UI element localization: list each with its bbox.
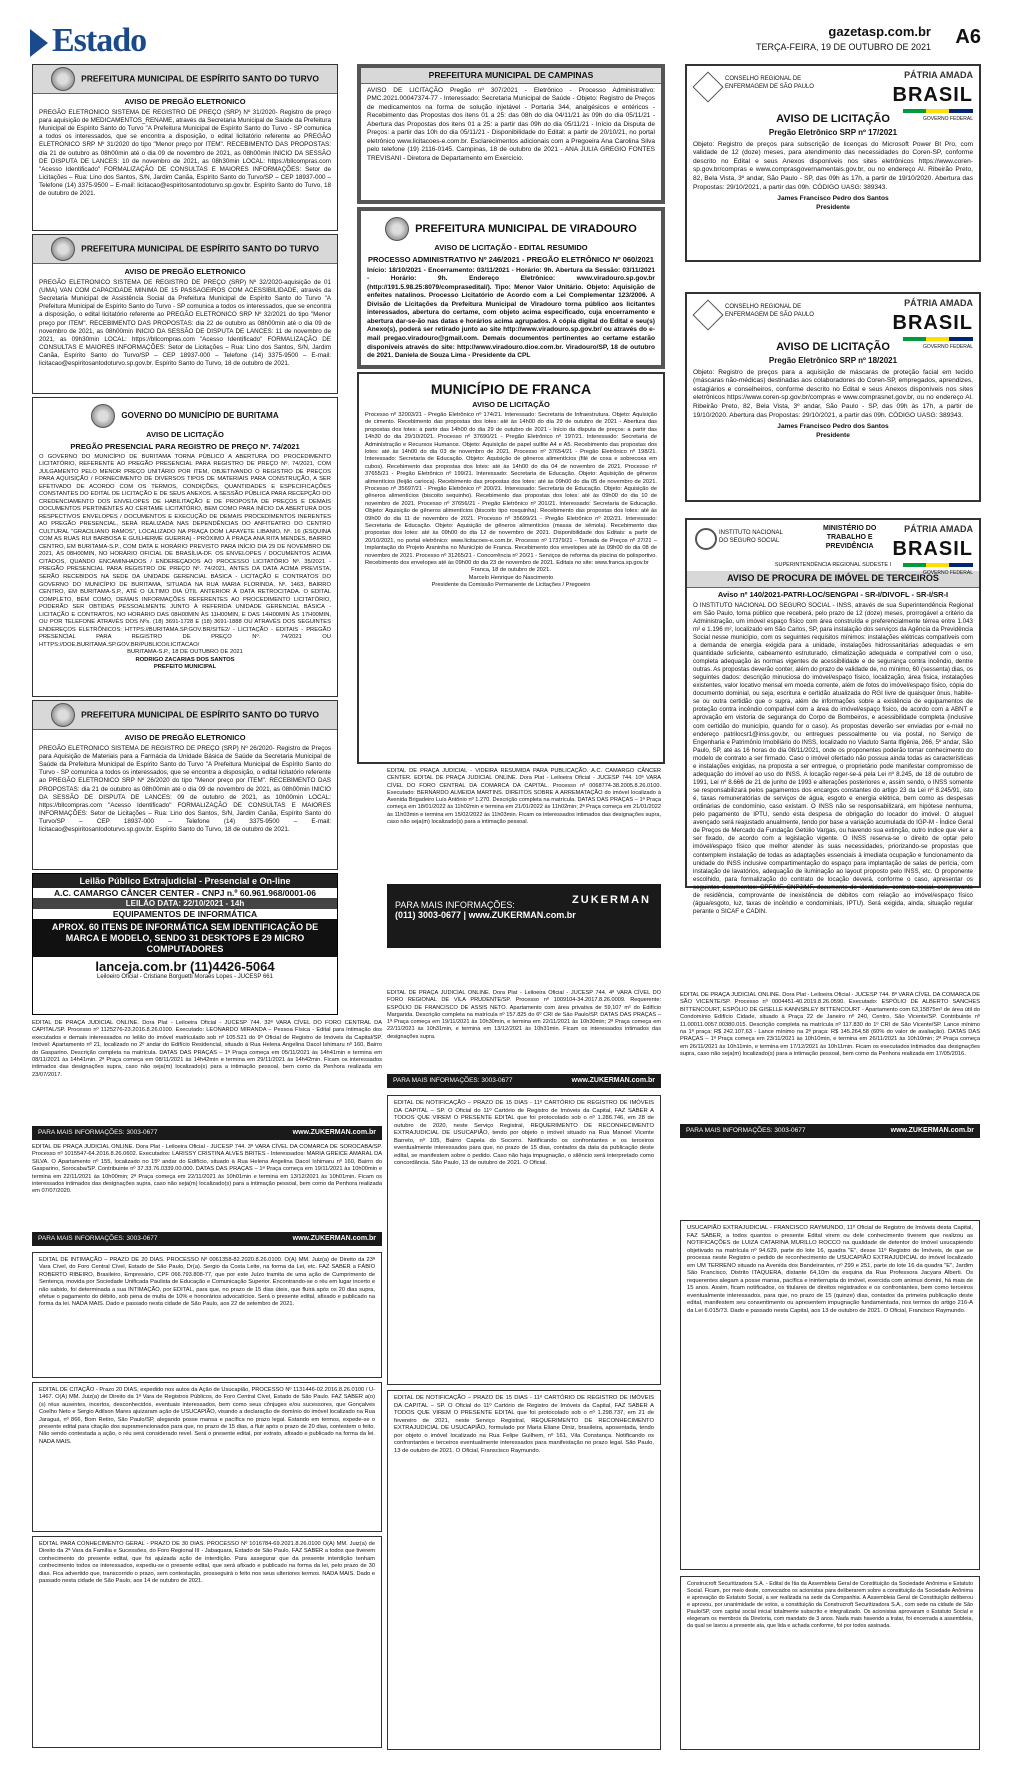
col2-edital-1 xyxy=(387,768,661,880)
org-line-2: ENFERMAGEM DE SÃO PAULO xyxy=(725,83,814,90)
coren-notice-2 xyxy=(685,292,981,502)
notice-title: PREFEITURA MUNICIPAL DE ESPÍRITO SANTO DO TURVO xyxy=(33,65,337,94)
strip-site[interactable]: www.ZUKERMAN.com.br xyxy=(292,1235,376,1242)
col1-edital-3 xyxy=(32,1252,382,1378)
site-url[interactable]: gazetasp.com.br xyxy=(828,24,931,39)
edital-text: EDITAL DE NOTIFICAÇÃO – PRAZO DE 15 DIAS - 11º CARTÓRIO DE REGISTRO DE IMÓVEIS DA CAPITAL – SP. O Oficial do 11º Cartório de Registro de Imóveis da Capital, FAZ SABER A TODOS QUE VIREM O PRESENTE EDITAL que foi protocolado sob o nº 1.286.746, em 28 de outubro de 2020, neste Serviço Registral, REQUERIMENTO DE RECONHECIMENTO EXTRAJUDICIAL DE USUCAPIÃO, tendo por objeto o imóvel situado na Rua Manoel Vicente Barreto, nº 105, Bairro Capela do Socorro. Notificando os confrontantes e os terceiros eventualmente interessados para que, no prazo de 15 dias, contados da data da publicação deste edital, se manifestem sobre o pedido. Caso não haja impugnação, o silêncio será interpretado como concordância. São Paulo, 13 de outubro de 2021. O Oficial. xyxy=(394,1100,654,1167)
zukerman-banner[interactable] xyxy=(387,884,661,948)
notice-body: Processo nº 32003/21 - Pregão Eletrônico nº 174/21. Interessado: Secretaria de Infraestrutura. Objeto: Aquisição de cimento. Recebimento das propostas dos lotes: até às 14h00 do dia 29 de outubro de 2021 - Abertura das propostas dos lotes: a partir das 14h00 do dia 29 de outubro de 2021 - Início da disputa de preços: a partir das 14h30 do dia 29/10/2021. Processo nº 37690/21 - Pregão Eletrônico nº 197/21. Interessado: Secretaria de Administração e Recursos Humanos. Objeto: Aquisição de papel sulfite A4 e A5. Recebimento das propostas dos lotes: até às 14h00 do dia 03 de novembro de 2021. Processo nº 37654/21 - Pregão Eletrônico nº 198/21. Interessado: Secretaria de Educação. Objeto: Aquisição de gêneros alimentícios (filé de coxa e sobrecoxa em cubos). Recebimento das propostas dos lotes: até às 14h00 do dia 04 de novembro de 2021. Processo nº 37655/21 - Pregão Eletrônico nº 199/21. Interessado: Secretaria de Educação. Objeto: Aquisição de gêneros alimentícios (feijão carioca). Recebimento das propostas dos lotes: até às 09h00 do dia 05 de novembro de 2021. Processo nº 35697/21 - Pregão Eletrônico nº 200/21. Interessado: Secretaria de Educação. Objeto: Aquisição de gêneros alimentícios (biscoito sequinho). Recebimento das propostas dos lotes: até às 09h00 do dia 10 de novembro de 2021. Processo nº 37656/21 - Pregão Eletrônico nº 201/21. Interessado: Secretaria de Educação. Objeto: Aquisição de gêneros alimentícios (biscoito tipo rosquinha). Recebimento das propostas dos lotes: até às 09h00 do dia 11 de novembro de 2021. Processo nº 35699/21 - Pregão Eletrônico nº 202/21. Interessado: Secretaria de Educação. Objeto: Aquisição de gêneros alimentícios (massa de sêmola). Recebimento das propostas dos lotes: até às 09h00 do dia 12 de novembro de 2021. Disponibilidade dos Editais: a partir de 20/10/2021, no portal eletrônico: www.licitacoes-e.com.br. Processo nº 17379/21 - Tomada de Preços nº 27/21 – Implantação do Projeto Araninha no Município de Franca. Recebimento dos envelopes até às 09h00 do dia 08 de novembro de 2021. Processo nº 31265/21 - Concorrência nº 20/21 - Serviços de reforma da piscina do polisportivo. Recebimento dos envelopes até às 09h00 do dia 23 de novembro de 2021. Editais no site: www.franca.sp.gov.br xyxy=(365,411,657,567)
edital-text: EDITAL DE NOTIFICAÇÃO – PRAZO DE 15 DIAS - 11º CARTÓRIO DE REGISTRO DE IMÓVEIS DA CAPITAL – SP. O Oficial do 11º Cartório de Registro de Imóveis da Capital, FAZ SABER A TODOS QUE VIREM O PRESENTE EDITAL que foi protocolado sob o nº 1.298.737, em 21 de fevereiro de 2021, neste Serviço Registral, REQUERIMENTO DE RECONHECIMENTO EXTRAJUDICIAL DE USUCAPIÃO, formulado por Maria Eliane Diniz, brasileira, aposentada, tendo por objeto o imóvel localizado na Rua Felipe Guilhem, nº 161, Vila Constança. Notificando os confrontantes e terceiros eventualmente interessados para manifestação no prazo legal. São Paulo, 13 de outubro de 2021. O Oficial, Franscisco Raymundo. xyxy=(394,1395,654,1454)
notice-sign-1: James Francisco Pedro dos Santos xyxy=(777,195,889,203)
notice-body: PREGÃO ELETRONICO SISTEMA DE REGISTRO DE PREÇO (SRP) Nº 32/2020-aquisição de 01 (UMA) VAN COM CAPACIDADE MINIMA DE 15 PASSAGEIROS COM ACESSIBILIDADE, através da Secretaria Municipal de Assistência Social da Prefeitura Municipal de Espírito Santo do Turvo "A Prefeitura Municipal de Espírito Santo do Turvo - SP comunica a todos os interessados, que se encontra a disposição, o edital licitatório referente ao PREGÃO ELETRONICO SRP Nº 32/2021 do tipo "Menor preço por ITEM". RECEBIMENTO DAS PROPOSTAS: dia 22 de outubro as 08h00min até o dia 09 de novembro de 2021, as 08h00min INICIO DA SESSÃO DE DISPUTA DE LANCES: 11 de novembro de 2021, as 09h30min LOCAL: https://bllcompras.com "Acesso Identificado" FORMALIZAÇÃO DE CONSULTAS E MAIORES INFORMAÇÕES: Setor de Licitações – Rua: Lino dos Santos, S/N, Jardim Canãa, Espírito Santo do Turvo/SP – CEP 18937-000 – Telefone (14) 3375-9500 – E-mail: licitacao@espiritosantodoturvo.sp.gov.br. Espírito Santo do Turvo, 18 de outubro de 2021. xyxy=(39,278,331,368)
notice-title: GOVERNO DO MUNICÍPIO DE BURITAMA xyxy=(39,404,331,428)
notice-body: AVISO DE LICITAÇÃO Pregão nº 307/2021 - Eletrônico - Processo Administrativo: PMC.2021.00047374-77 - Interessado: Secretaria Municipal de Saúde - Objeto: Registro de Preços de medicamentos na forma de solução injetável - Portaria 344, analgésicos e entéricos - Recebimento das Propostas dos itens 01 a 25: das 08h do dia 04/11/21 às 09h do dia 05/11/21 - Abertura das Propostas dos itens 01 a 25: a partir das 09h do dia 05/11/21 - Início da Disputa de Preços: a partir das 10h do dia 05/11/21 - Disponibilidade do Edital: a partir de 20/10/21, no portal eletrônico www.licitacoes-e.com.br. Esclarecimentos adicionais com a Pregoeira Ana Carolina Silva pelo telefone (19) 2116-0145. Campinas, 18 de outubro de 2021 - ANA JULIA GREGIO FONTES TREVISANI - Diretora de Departamento em Exercício. xyxy=(367,87,655,162)
flag-icon xyxy=(903,109,973,113)
page-header xyxy=(0,0,1011,60)
leilao-ad[interactable] xyxy=(32,873,338,1015)
patria-logo xyxy=(893,524,973,576)
edital-text: EDITAL PARA CONHECIMENTO GERAL - PRAZO DE 30 DIAS. PROCESSO Nº 1016784-69.2021.8.26.0100 O(A) MM. Juiz(a) de Direito da 2ª Vara da Família e Sucessões, do Foro Regional III - Jabaquara, Estado de São Paulo. FAZ SABER a todos que tiverem conhecimento do presente edital, que foi ajuizada ação de interdição. Para assegurar que da presente interdição tenham conhecimento todos os interessados, expediu-se o presente edital, que será afixado e publicado na forma da lei, pelo prazo de 30 dias. Fica advertido que, transcorrido o prazo, sem contestação, prosseguirá o feito nos seus ulteriores termos. NADA MAIS. Dado e passado nesta cidade de São Paulo, aos 14 de outubro de 2021. xyxy=(39,1541,375,1585)
strip-site[interactable]: www.ZUKERMAN.com.br xyxy=(292,1129,376,1136)
patria-logo xyxy=(893,70,973,122)
turvo-notice-3 xyxy=(32,700,338,870)
strip-site[interactable]: www.ZUKERMAN.com.br xyxy=(890,1127,974,1134)
col1-edital-1 xyxy=(32,1020,382,1124)
info-strip[interactable] xyxy=(387,1074,661,1088)
notice-subtitle: Pregão Eletrônico SRP nº 17/2021 xyxy=(768,128,898,138)
notice-sign-1: James Francisco Pedro dos Santos xyxy=(777,423,889,431)
patria-line-3: GOVERNO FEDERAL xyxy=(922,569,973,576)
ministry-line-2: TRABALHO E xyxy=(826,534,873,542)
notice-body: Objeto: Registro de preços para a aquisição de máscaras de proteção facial em tecido (máscaras não-médicas) destinadas aos colaboradores do Coren-SP, empregados, aprendizes, estagiários e conselheiros, conforme descrito no Edital e seus Anexos disponíveis nos sites eletrônicos https://www.coren-sp.gov.br/compras e www.comprasnet.gov.br, ou no endereço Al. Ribeirão Preto, 82, Bela Vista, 3º andar, São Paulo - SP, das 09h às 17h, a partir de 19/10/2020. Abertura das Propostas: 29/10/2021, a partir das 09h. CÓDIGO UASG: 389343. xyxy=(693,368,973,419)
org-line-2: DO SEGURO SOCIAL xyxy=(719,537,780,544)
zk-logo: ZUKERMAN xyxy=(572,894,651,906)
coren-org xyxy=(725,76,814,92)
col1-edital-4 xyxy=(32,1382,382,1532)
seal-icon xyxy=(385,217,409,241)
edital-text: EDITAL DE PRAÇA JUDICIAL - VIDEIRA RESUMIDA PARA PUBLICAÇÃO. A.C. CAMARGO CÂNCER CENTER. EDITAL DE PRAÇA JUDICIAL ONLINE. Dora Plat - Leiloeira Oficial - JUCESP 744. 10ª VARA CÍVEL DO FORO CENTRAL DA COMARCA DA CAPITAL. Processo nº 0068774-38.2005.8.26.0100. Executado: BERNARDO ALMEIDA MARTINS. DIREITOS SOBRE A ARREMATAÇÃO do imóvel localizado à Avenida Brigadeiro Luís Antônio nº 1.270. Descrição completa na matrícula. DATAS DAS PRAÇAS – 1ª Praça começa em 18/01/2022 às 11h02min e termina em 21/01/2022 às 11h02min; 2ª Praça começa em 21/01/2022 às 11h03min e termina em 15/02/2022 às 11h03min. Ficam os interessados intimados das designações supra, caso não seja(m) localizado(s) para a intimação pessoal. xyxy=(387,768,661,825)
ministry-line-1: MINISTÉRIO DO xyxy=(823,525,877,532)
seal-icon xyxy=(51,703,75,727)
notice-sub-2: PROCESSO ADMINISTRATIVO Nº 246/2021 - PREGÃO ELETRÔNICO Nº 060/2021 xyxy=(368,254,654,264)
notice-subtitle: AVISO DE LICITAÇÃO xyxy=(472,400,550,410)
edital-text: EDITAL DE PRAÇA JUDICIAL ONLINE. Dora Plat - Leiloeira Oficial - JUCESP 744. 32ª VARA CÍVEL DO FORO CENTRAL DA CAPITAL/SP. Processo nº 1125276-23.2016.8.26.0100. Executado: LEONARDO MIRANDA – Pessoa Física - Edital para intimação dos executados e demais interessados no leilão do imóvel matriculado sob nº 105.521 do 9º Oficial de Registro de Imóveis da Capital/SP. Imóvel: Apartamento nº 21, localizado no 2º andar do Edifício Residencial, situado à Rua Helena Angelina Dacol Ishimaru nº 160, Bairro do Gasparino. Descrição completa na matrícula. DATAS DAS PRAÇAS – 1ª Praça começa em 05/11/2021 às 14h41min e termina em 08/11/2021 às 14h41min. 2ª Praça começa em 08/11/2021 às 14h42min e termina em 29/11/2021 às 14h42min. Ficam os interessados intimados das designações supra, caso não seja(m) localizado(s) para a intimação pessoal, bem como da Penhora realizada em 23/07/2017. xyxy=(32,1020,382,1078)
col2-edital-3 xyxy=(387,1095,661,1385)
coren-notice-1 xyxy=(685,64,981,262)
notice-sign-2: Marcelo Henrique do Nascimento xyxy=(468,574,554,581)
notice-sign-3: PREFEITO MUNICIPAL xyxy=(153,664,217,671)
edital-text: USUCAPIÃO EXTRAJUDICIAL - FRANCISCO RAYMUNDO, 11º Oficial de Registro de Imóveis desta Capital, FAZ SABER, a todos quantos o presente Edital virem ou dele conhecimento tiverem que realizou as NOTIFICAÇÕES de LUIZA CATARINA MURILLO ROCCO na qualidade de detentor do imóvel usucapiendo objetivado na matrícula nº 94.629, parte do lote 16, quadra "E", desse 11º Registro de Imóveis, de que se processa neste Registro o pedido de reconhecimento de USUCAPIÃO EXTRAJUDICIAL do imóvel localizado em UM TERRENO situado na Avenida dos Bandeirantes, nº 299 e 251, parte do lote 16 da quadra "E", Jardim São Francisco, Distrito ITAQUERA, distante 64,10m da esquina da Rua Professora Jacyara Alberti. Os requerentes alegam a posse mansa, pacífica e ininterrupta do imóvel, exercida com animus domini, há mais de 15 anos. Assim, ficam notificados, os titulares de direitos registrados e os confrontantes, bem como terceiros eventualmente interessados, para que, no prazo de 15 (quinze) dias, contados da primeira publicação deste edital, manifestem seu consentimento ou apresentem impugnação fundamentada, nos termos do artigo 216-A da Lei 6.015/73. Dado e passado nesta Capital, aos 13 de outubro de 2021. O Oficial, Francisco Raymundo. xyxy=(687,1225,973,1314)
seal-icon xyxy=(51,237,75,261)
patria-line-1: PÁTRIA AMADA xyxy=(904,524,973,534)
org-line-1: CONSELHO REGIONAL DE xyxy=(725,304,802,310)
flag-icon xyxy=(903,337,973,341)
notice-sign-1: BURITAMA-S.P., 18 DE OUTUBRO DE 2021 xyxy=(127,649,243,656)
notice-title: PREFEITURA MUNICIPAL DE CAMPINAS xyxy=(361,68,661,84)
newspaper-logo[interactable]: Estado xyxy=(30,22,146,60)
ad-line-2: A.C. CAMARGO CÂNCER CENTER - CNPJ n.º 60.961.968/0001-06 xyxy=(54,888,316,898)
edital-text: EDITAL DE PRAÇA JUDICIAL ONLINE. Dora Plat - Leiloeira Oficial - JUCESP 744. 4ª VARA CÍVEL DO FORO REGIONAL DE VILA PRUDENTE/SP. Processo nº 1009104-34.2017.8.26.0009. Requerente: ESPÓLIO DE FRANCISCO DE ASSIS NETO. Apartamento com área privativa de 59,107 m² do Edifício Margarida. Descrição completa na matrícula nº 157.825 do 6º CRI de São Paulo/SP. DATAS DAS PRAÇAS – 1ª Praça começa em 19/11/2021 às 10h30min, e termina em 22/11/2021 às 10h30min; 2ª Praça começa em 22/11/2021 às 10h31min, e termina em 13/12/2021 às 10h31min. Ficam os interessados intimados das designações supra. xyxy=(387,990,661,1040)
edital-text: EDITAL DE PRAÇA JUDICIAL ONLINE. Dora Plat - Leiloeira Oficial - JUCESP 744. 3ª VARA CÍVEL DA COMARCA DE SOROCABA/SP. Processo nº 1015547-64.2016.8.26.0602. Executados: LARISSY CRISTINA ALVES BRITES - Interessados: MARIA GREICE AMARAL DA SILVA. O Apartamento nº 155, localizado no 15º andar do Edifício, situado à Rua Helena Angelina Dacol Ishimaru nº 160, Bairro do Gasparino, Sorocaba/SP. Contribuinte nº 37.33.76.0339.00.000. DATAS DAS PRAÇAS – 1ª Praça começa em 19/11/2021 às 10h00min e termina em 22/11/2021 às 10h00min; 2ª Praça começa em 22/11/2021 às 10h01min e termina em 13/12/2021 às 10h01min. Ficam os interessados intimados das designações supra, caso não seja(m) localizado(s) para a intimação pessoal, bem como da Penhora realizada em 07/07/2020. xyxy=(32,1144,382,1195)
patria-line-2: BRASIL xyxy=(892,537,973,560)
coren-org xyxy=(725,304,814,320)
patria-line-3: GOVERNO FEDERAL xyxy=(922,343,973,350)
notice-title: PREFEITURA MUNICIPAL DE ESPÍRITO SANTO DO TURVO xyxy=(33,235,337,264)
strip-label: PARA MAIS INFORMAÇÕES: 3003-0677 xyxy=(686,1127,806,1134)
notice-subtitle: Pregão Eletrônico SRP nº 18/2021 xyxy=(768,356,898,366)
notice-title: AVISO DE PROCURA DE IMÓVEL DE TERCEIROS xyxy=(687,571,979,588)
notice-sub-1: AVISO DE LICITAÇÃO - EDITAL RESUMIDO xyxy=(434,243,588,252)
edital-text: EDITAL DE PRAÇA JUDICIAL ONLINE. Dora Plat - Leiloeira Oficial - JUCESP 744. 8ª VARA CÍVEL DA COMARCA DE SÃO VICENTE/SP. Processo nº 0004451-40.2019.8.26.0590. Executado: ESPÓLIO DE ALBERTO SANCHES BITTENCOURT, ESPÓLIO DE GISELLE KANNSBLEY BITTENCOURT - Apartamento com 63,15875m² de área útil do Condomínio Edifício Cidade, situado à Praça 22 de Janeiro nº 240, Centro, São Vicente/SP. Contribuinte nº 11.00011.0057.00380.015. Descrição completa na matrícula nº 117.830 do 1º CRI de São Vicente/SP. Lance mínimo na 1ª praça: R$ 242.107,63 - Lance mínimo na 2ª praça: R$ 145.264,58 (60% do valor de avaliação). DATAS DAS PRAÇAS – 1ª Praça começa em 23/11/2021 às 10h10min, e termina em 26/11/2021 às 10h10min; 2ª Praça começa em 26/11/2021 às 10h11min, e termina em 17/12/2021 às 10h11min. Ficam os executados intimados das designações supra, caso não seja(m) localizado(s) para a intimação pessoal, bem como da Penhora realizada em 17/05/2016. xyxy=(680,992,980,1058)
col3-edital-3 xyxy=(680,1576,980,1750)
ad-line-6[interactable]: lanceja.com.br (11)4426-5064 xyxy=(95,959,275,975)
ministry xyxy=(823,524,876,551)
notice-sign-2: Presidente xyxy=(816,203,850,211)
notice-body: Objeto: Registro de preços para subscrição de licenças do Microsoft Power BI Pro, com validade de 12 (doze) meses, para atendimento das necessidades do Coren-SP, conforme descrito no Edital e seus Anexos disponíveis nos sites eletrônicos https://www.coren-sp.gov.br/compras e www.comprasgovernamentais.gov.br, ou no endereço Al. Ribeirão Preto, 82, Bela Vista, 3º andar, São Paulo - SP, das 09h às 17h, a partir de 19/10/2020. Abertura das Propostas: 29/10/2021, a partir das 09h. CÓDIGO UASG: 389343. xyxy=(693,140,973,191)
patria-line-1: PÁTRIA AMADA xyxy=(904,70,973,80)
superintendence: SUPERINTENDÊNCIA REGIONAL SUDESTE I xyxy=(774,562,892,568)
buritama-notice xyxy=(32,397,338,697)
notice-title: PREFEITURA MUNICIPAL DE VIRADOURO xyxy=(367,217,655,241)
inss-logo-icon xyxy=(695,528,717,550)
notice-subtitle: AVISO DE PREGÃO ELETRONICO xyxy=(124,733,246,742)
ad-line-4: EQUIPAMENTOS DE INFORMÁTICA xyxy=(112,909,258,919)
notice-sign-1: Franca, 18 de outubro de 2021. xyxy=(471,567,551,574)
org-line-1: INSTITUTO NACIONAL xyxy=(719,530,783,536)
zk-phone[interactable]: (011) 3003-0677 | www.ZUKERMAN.com.br xyxy=(395,910,576,920)
franca-notice xyxy=(357,372,665,764)
edital-text: Construcroft Securitizadora S.A. - Edital de Itia da Assembleia Geral de Constituição da Sociedade Anônima e Estatuto Social. Ficam, por meio deste, convocados os acionistas para deliberarem sobre a constituição da Sociedade Anônima e aprovação do Estatuto Social, a ser realizada na sede da Companhia. A Assembleia Geral de Constituição deliberou e aprovou, por unanimidade de votos, a constituição da Construcroft Securitizadora S.A., com sede na cidade de São Paulo/SP, com capital social inicial totalmente subscrito e integralizado. Os acionistas aprovaram o Estatuto Social e elegeram os membros da Diretoria, com mandato de 3 anos. Nada mais havendo a tratar, foi encerrada a assembleia, da qual se lavrou a presente ata, que lida e achada conforme, foi por todos assinada. xyxy=(687,1581,973,1630)
arrow-icon xyxy=(30,29,48,57)
notice-subtitle: AVISO DE LICITAÇÃO xyxy=(146,430,224,439)
info-strip[interactable] xyxy=(32,1126,382,1140)
notice-body: PREGÃO ELETRONICO SISTEMA DE REGISTRO DE PREÇO (SRP) Nº 31/2020- Registro de preço para aquisição de MEDICAMENTOS_RENAME, através da Secretaria Municipal de Saúde da Prefeitura Municipal de Espírito Santo do Turvo "A Prefeitura Municipal de Espírito Santo do Turvo - SP comunica a todos os interessados, que se encontra a disposição, o edital licitatório referente ao PREGÃO ELETRONICO SRP Nº 31/2020 do tipo "Menor preço por ITEM". RECEBIMENTO DAS PROPOSTAS: dia 21 de outubro as 08h00min até o dia 09 de novembro de 2021, as 08h00min INICIO DA SESSÃO DE DISPUTA DE LANCES: 10 de novembro de 2021, as 08h30min LOCAL: https://bllcompras.com "Acesso Identificado" FORMALIZAÇÃO DE CONSULTAS E MAIORES INFORMAÇÕES: Setor de Licitações – Rua: Lino dos Santos, S/N, Jardim Canãa, Espírito Santo do Turvo/SP – CEP 18937-000 – Telefone (14) 3375-9500 – E-mail: licitacao@espiritosantodoturvo.sp.gov.br. Espírito Santo do Turvo, 18 de outubro de 2021. xyxy=(39,108,331,198)
notice-title: AVISO DE LICITAÇÃO xyxy=(776,341,890,353)
ad-line-7: Leiloeiro Oficial - Cristiane Borguetti Moraes Lopes - JUCESP 661 xyxy=(97,974,273,981)
coren-logo-icon xyxy=(692,299,723,330)
notice-subtitle: AVISO DE PREGÃO ELETRONICO xyxy=(124,97,246,106)
notice-title: PREFEITURA MUNICIPAL DE ESPÍRITO SANTO DO TURVO xyxy=(33,701,337,730)
edital-text: EDITAL DE INTIMAÇÃO – PRAZO DE 20 DIAS. PROCESSO Nº 0061358-82.2020.8.26.0100. O(A) MM. Juiz(a) de Direito da 23ª Vara Cível, do Foro Central Cível, Estado de São Paulo, Dr(a). Sergio da Costa Leite, na forma da Lei, etc. FAZ SABER a FÁBIO ROBERTO RIBEIRO, Brasileiro, Empresário, CPF 066.793.808-77, que por este Juízo tramita de uma ação de Cumprimento de Sentença, movida por Sociedade Unificada Paulista de Educação e Comunicação Superior. Encontrando-se o réu em lugar incerto e não sabido, foi determinada a sua INTIMAÇÃO, por EDITAL, para que, no prazo de 15 dias úteis, que fluirá após os 20 dias supra, efetue o pagamento do débito, sob pena de multa de 10% e honorários advocatícios. Será o presente edital, afixado e publicado na forma da lei. NADA MAIS. Dado e passado nesta cidade de São Paulo, aos 22 de setembro de 2021. xyxy=(39,1257,375,1308)
col1-edital-5 xyxy=(32,1536,382,1748)
info-strip[interactable] xyxy=(680,1124,980,1138)
patria-line-2: BRASIL xyxy=(892,311,973,334)
notice-body: O INSTITUTO NACIONAL DO SEGURO SOCIAL - INSS, através de sua Superintendência Regional em São Paulo, torna público que receberá, pelo prazo de 12 (doze) meses, prorrogável a critério da Administração, um imóvel espaço físico com área construída e preferencialmente térrea entre 1.043 m² e 1.196 m², localizado em São Carlos, SP, para instalação dos serviços da Agência da Previdência Social nesse município, com os seguintes requisitos mínimos: instalações elétricas compatíveis com a demanda de energia exigida para a unidade, instalações hidrossanitárias adequadas e em quantidade suficiente, cabeamento estruturado, climatização adequada e compatível com o uso, completa adequação às normas vigentes de acessibilidade e de segurança contra incêndio, dentre outras. As propostas deverão conter, além do prazo de validade de, no mínimo, 60 (sessenta) dias, os seguintes dados: descrição minuciosa do imóvel/espaço físico, localização, área física, instalações existentes, valor locativo mensal em moeda corrente, além de fotos do imóvel/espaço físico, cópia do documento dominial, ou seja, escritura e certidão atualizada do RGI livre de quaisquer ônus, habite-se ou outra certidão que o supra, além de informações sobre a existência de equipamentos de proteção contra incêndio compatível com a área do imóvel/espaço físico, de acordo com a ABNT e aprovação em vistoria de segurança do Corpo de Bombeiros, e acessibilidade completa (inclusive com certidão do município, quando for o caso). As propostas deverão ser enviadas por e-mail no endereço patrilocsr1@inss.gov.br, ou entregues pessoalmente ou via postal, no Serviço de Engenharia e Patrimônio Imobiliário do INSS, localizado no Viaduto Santa Ifigênia, 266, 5º andar, São Paulo, SP, até as 16 horas do dia 08/11/2021, onde os proponentes poderão tomar conhecimento do modelo de contrato a ser firmado. Caso o imóvel ofertado não possua ainda todas as características e instalações exigidas, na proposta a ser entregue, o proprietário pode manifestar compromisso de adequação do imóvel ao uso do INSS. A locação reger-se-á pela Lei nº 8.245, de 18 de outubro de 1991, Lei nº 8.666 de 21 de junho de 1993 e alterações posteriores e, assim sendo, o INSS somente se responsabilizará pelos pagamentos dos encargos constantes do artigo 23 da Lei nº 8.245/91, isto é, taxas remuneratórias de serviços de água, esgoto e energia elétrica, bem como as despesas ordinárias de condomínio, caso existam. O INSS não se responsabilizará, em hipótese nenhuma, pelo pagamento de IPTU, sendo esta despesa de obrigação do locador do imóvel. O aluguel avençado será reajustado anualmente, tendo por base a variação acumulada do IGP-M - Índice Geral de Preços de Mercado da Fundação Getúlio Vargas, ou havendo sua extinção, outro índice que vier a ser fixado, de acordo com a legislação vigente. O INSS reserva-se o direito de optar pelo imóvel/espaço físico que melhor atender às suas necessidades, priorizando-se propostas que contemplem instalação de todas as adaptações essenciais à imediata ocupação e funcionamento da unidade do INSS inclusive compartimentação do espaço para implantação de salas de perícia, com instalação de lavatórios, adequação de iluminação ao layout proposto pelo INSS, etc. O proponente escolhido, para formalização do contrato de locação deverá, conforme o caso, apresentar os seguintes documentos: CPF/MF, CNPJ/MF, documento de identidade, contrato social, comprovante de residência, comprovante de inexistência de débitos com relação ao imóvel/espaço físico (água/esgoto, luz, taxas de incêndio e condominiais, IPTU). Será exigida, ainda, situação regular perante o SICAF e CADIN. xyxy=(693,601,973,915)
col3-edital-1 xyxy=(680,992,980,1116)
page-number: A6 xyxy=(955,26,981,48)
flag-icon xyxy=(903,563,973,567)
notice-title: AVISO DE LICITAÇÃO xyxy=(776,113,890,125)
inss-org xyxy=(719,530,783,546)
patria-line-1: PÁTRIA AMADA xyxy=(904,298,973,308)
notice-body: O GOVERNO DO MUNICÍPIO DE BURITAMA TORNA PÚBLICO A ABERTURA DO PROCEDIMENTO LICITATÓRIO, REFERENTE AO PREGÃO PRESENCIAL PARA REGISTRO DE PREÇO Nº. 74/2021, COM JULGAMENTO PELO MENOR PREÇO UNITÁRIO POR ITEM, OBJETIVANDO O REGISTRO DE PREÇOS PARA AQUISIÇÃO / FORNECIMENTO DE DIVERSOS TIPOS DE MATERIAIS PARA CONSTRUÇÃO, A SER EFETIVADO DE ACORDO COM OS TERMOS, CONDIÇÕES, QUANTIDADES E ESPECIFICAÇÕES CONSTANTES DO EDITAL DE LICITAÇÃO E DE SEUS ANEXOS. A SESSÃO PÚBLICA PARA RECEPÇÃO DO CREDENCIAMENTO DOS ENVELOPES DE HABILITAÇÃO E DE PROPOSTA DE PREÇOS E DEMAIS DOCUMENTOS PERTINENTES AO CERTAME LICITATÓRIO, BEM COMO PARA INÍCIO DA ABERTURA DOS RESPECTIVOS ENVELOPES / DOCUMENTOS E EXECUÇÃO DE DEMAIS PROCEDIMENTOS INERENTES AO PREGÃO PRESENCIAL, SERÁ REALIZADA NAS DEPENDÊNCIAS DO ANFITEATRO DO CENTRO CULTURAL "GRACILIANO RAMOS", LOCALIZADO NA PRAÇA DOM LAFAYETE LIBANIO, Nº. 16 (ESQUINA COM AS RUAS RUI BARBOSA E GUILHERME GUERRA) - PRÓXIMO À PRAÇA ANA RITA MENDES, BAIRRO CENTRO, EM BURITAMA-S.P., COM DATA E HORÁRIO PREVISTO PARA INÍCIO DIA 29 DE NOVEMBRO DE 2021, ÀS 08H00MIN, NO HORÁRIO OFICIAL DE BRASÍLIA-DF. OS ENVELOPES / DOCUMENTOS ACIMA CITADOS, QUANDO ENCAMINHADOS / ENDEREÇADOS AO PROCESSO LICITATÓRIO Nº. 35/2021 - PREGÃO PRESENCIAL PARA REGISTRO DE PREÇO Nº. 74/2021, ANTES DA DATA ACIMA PREVISTA, SERÃO RECEBIDOS NA SEDE DA UNIDADE GERENCIAL BÁSICA - LICITAÇÃO E CONTRATOS DO GOVERNO DO MUNICÍPIO DE BURITAMA, SITUADA NA RUA MARIA FLORINDA, Nº. 1463, BAIRRO CENTRO, EM BURITAMA-S.P., ATÉ O ÚLTIMO DIA ÚTIL ANTERIOR À DATA RETROCITADA. O EDITAL COMPLETO, BEM COMO, DEMAIS INFORMAÇÕES REFERENTES AO PROCEDIMENTO LICITATÓRIO, PODERÃO SER OBTIDAS PESSOALMENTE JUNTO À REFERIDA UNIDADE GERENCIAL BÁSICA - LICITAÇÃO E CONTRATOS, NO HORÁRIO DAS 08H00MIN ÀS 11H00MIN, E DAS 14H00MIN ÀS 17H00MIN, OU POR TELEFONE ATRAVÉS DOS Nºs. (18) 3691-1728 E (18) 3691-1888 OU ATRAVÉS DOS SEGUINTES ENDEREÇOS ELETRÔNICOS: HTTPS://BURITAMA.SP.GOV.BR/SITE2/ - LICITAÇÃO - EDITAIS - PREGÃO PRESENCIAL PARA REGISTRO DE PREÇO Nº. 74/2021 OU HTTPS://DOE.BURITAMA.SP.GOV.BR/PUBLICO/LICITACAO/ xyxy=(39,453,331,648)
seal-icon xyxy=(51,67,75,91)
notice-subtitle: AVISO DE PREGÃO ELETRONICO xyxy=(124,267,246,276)
org-line-2: ENFERMAGEM DE SÃO PAULO xyxy=(725,311,814,318)
org-line-1: CONSELHO REGIONAL DE xyxy=(725,76,802,82)
col3-edital-2 xyxy=(680,1220,980,1570)
patria-logo xyxy=(893,298,973,350)
col2-edital-2 xyxy=(387,990,661,1070)
col2-edital-4 xyxy=(387,1390,661,1750)
patria-line-3: GOVERNO FEDERAL xyxy=(922,115,973,122)
inss-notice xyxy=(685,518,981,915)
notice-sign-3: Presidente da Comissão Permanente de Licitações / Pregoeiro xyxy=(431,582,591,589)
ad-line-5: APROX. 60 ITENS DE INFORMÁTICA SEM IDENTIFICAÇÃO DE MARCA E MODELO, SENDO 31 DESKTOPS E 29 MICRO COMPUTADORES xyxy=(33,919,337,957)
coren-logo-icon xyxy=(692,71,723,102)
notice-line: PREGÃO PRESENCIAL PARA REGISTRO DE PREÇO Nº. 74/2021 xyxy=(70,441,300,451)
viradouro-notice xyxy=(357,207,665,369)
notice-title: MUNICÍPIO DE FRANCA xyxy=(430,381,592,397)
strip-label: PARA MAIS INFORMAÇÕES: 3003-0677 xyxy=(393,1077,513,1084)
ministry-line-3: PREVIDÊNCIA xyxy=(825,543,874,551)
notice-sign-2: Presidente xyxy=(816,431,850,439)
seal-icon xyxy=(91,404,115,428)
strip-label: PARA MAIS INFORMAÇÕES: 3003-0677 xyxy=(38,1235,158,1242)
strip-site[interactable]: www.ZUKERMAN.com.br xyxy=(571,1077,655,1084)
zk-label: PARA MAIS INFORMAÇÕES: xyxy=(395,900,515,910)
edital-text: EDITAL DE CITAÇÃO - Prazo 20 DIAS, expedido nos autos da Ação de Usucapião, PROCESSO Nº 1131446-02.2016.8.26.0100 / U-1467. O(A) MM. Juiz(a) de Direito da 1ª Vara de Registros Públicos, do Foro Central Cível, Estado de São Paulo. FAZ SABER a(o)(s) réus ausentes, incertos, desconhecidos, eventuais interessados, bem como seus cônjuges e/ou sucessores, que Gonçalves Coelho Neto e Sergio Adilson Mares ajuizaram ação de USUCAPIÃO, visando a declaração de domínio do imóvel localizado na Rua Jaraguá, nº 866, Bom Retiro, São Paulo/SP, alegando posse mansa e pacífica no prazo legal. Estando em termos, expede-se o presente edital para citação dos supramencionados para que, no prazo de 15 dias, a fluir após o prazo de 20 dias, contestem o feito. Não sendo contestada a ação, o réu será considerado revel. Será o presente edital, por extrato, afixado e publicado na forma da lei. NADA MAIS. xyxy=(39,1387,375,1445)
turvo-notice-2 xyxy=(32,234,338,394)
ad-line-3: LEILÃO DATA: 22/10/2021 - 14h xyxy=(33,898,337,909)
notice-subtitle: Aviso nº 140/2021-PATRI-LOC/SENGPAI - SR-I/DIVOFL - SR-I/SR-I xyxy=(717,589,949,599)
page-date: TERÇA-FEIRA, 19 DE OUTUBRO DE 2021 xyxy=(755,42,931,52)
strip-label: PARA MAIS INFORMAÇÕES: 3003-0677 xyxy=(38,1129,158,1136)
info-strip[interactable] xyxy=(32,1232,382,1246)
notice-sign-2: RODRIGO ZACARIAS DOS SANTOS xyxy=(135,656,235,663)
patria-line-2: BRASIL xyxy=(892,83,973,106)
turvo-notice-1 xyxy=(32,64,338,231)
col1-edital-2 xyxy=(32,1144,382,1230)
ad-line-1: Leilão Público Extrajudicial - Presencial e On-line xyxy=(33,874,337,888)
notice-body: PREGÃO ELETRONICO SISTEMA DE REGISTRO DE PREÇO (SRP) Nº 26/2020- Registro de Preços para Aquisição de Materiais para a Farmácia da Unidade Básica de Saúde da Secretaria Municipal de Saúde da Prefeitura Municipal de Espírito Santo do Turvo "A Prefeitura Municipal de Espírito Santo do Turvo - SP comunica a todos os interessados, que se encontra a disposição, o edital licitatório referente ao PREGÃO ELETRONICO SRP Nº 26/2020 do tipo "Menor preço por ITEM". RECEBIMENTO DAS PROPOSTAS: dia 21 de outubro as 08h00min até o dia 09 de novembro de 2021, as 08h00min INICIO DA SESSÃO DE DISPUTA DE LANCES: 09 de outubro de 2021, as 10h00min LOCAL: https://bllcompras.com "Acesso Identificado" FORMALIZAÇÃO DE CONSULTAS E MAIORES INFORMAÇÕES: Setor de Licitações – Rua: Lino dos Santos, S/N, Jardim Canãa, Espírito Santo do Turvo/SP – CEP 18937-000 – Telefone (14) 3375-9500 – E-mail: licitacao@espiritosantodoturvo.sp.gov.br. Espírito Santo do Turvo, 18 de outubro de 2021. xyxy=(39,744,331,834)
campinas-notice xyxy=(357,64,665,204)
notice-body: Início: 18/10/2021 - Encerramento: 03/11/2021 - Horário: 9h. Abertura da Sessão: 03/11/2021 - Horário: 9h. Endereço Eletrônico: www.viradouro.sp.gov.br (http://191.5.98.25:8079/comprasedital/). Tipo: Menor Valor Unitário. Objeto: Aquisição de enfeites natalinos. Processo Licitatório de Acordo com a Lei Complementar 123/2006. A Divisão de Licitações da Prefeitura Municipal de Viradouro torna público aos licitantes interessados, abertura do certame, com objeto acima especificado, cuja encerramento e abertura dar-se-ão nas datas e horários acima agrupados. A cópia digital do Edital e seu(s) Anexo(s), poderá ser retirado junto ao site http://www.viradouro.sp.gov.br/ ou através do e-mail pregao.viradouro@gmail.com. Demais documentos pertinentes ao certame estarão disponíveis através do site: http://www.viradouro.dioe.com.br. Viradouro/SP, 18 de outubro de 2021. Daniela de Souza Lima - Presidente da CPL xyxy=(367,266,655,360)
